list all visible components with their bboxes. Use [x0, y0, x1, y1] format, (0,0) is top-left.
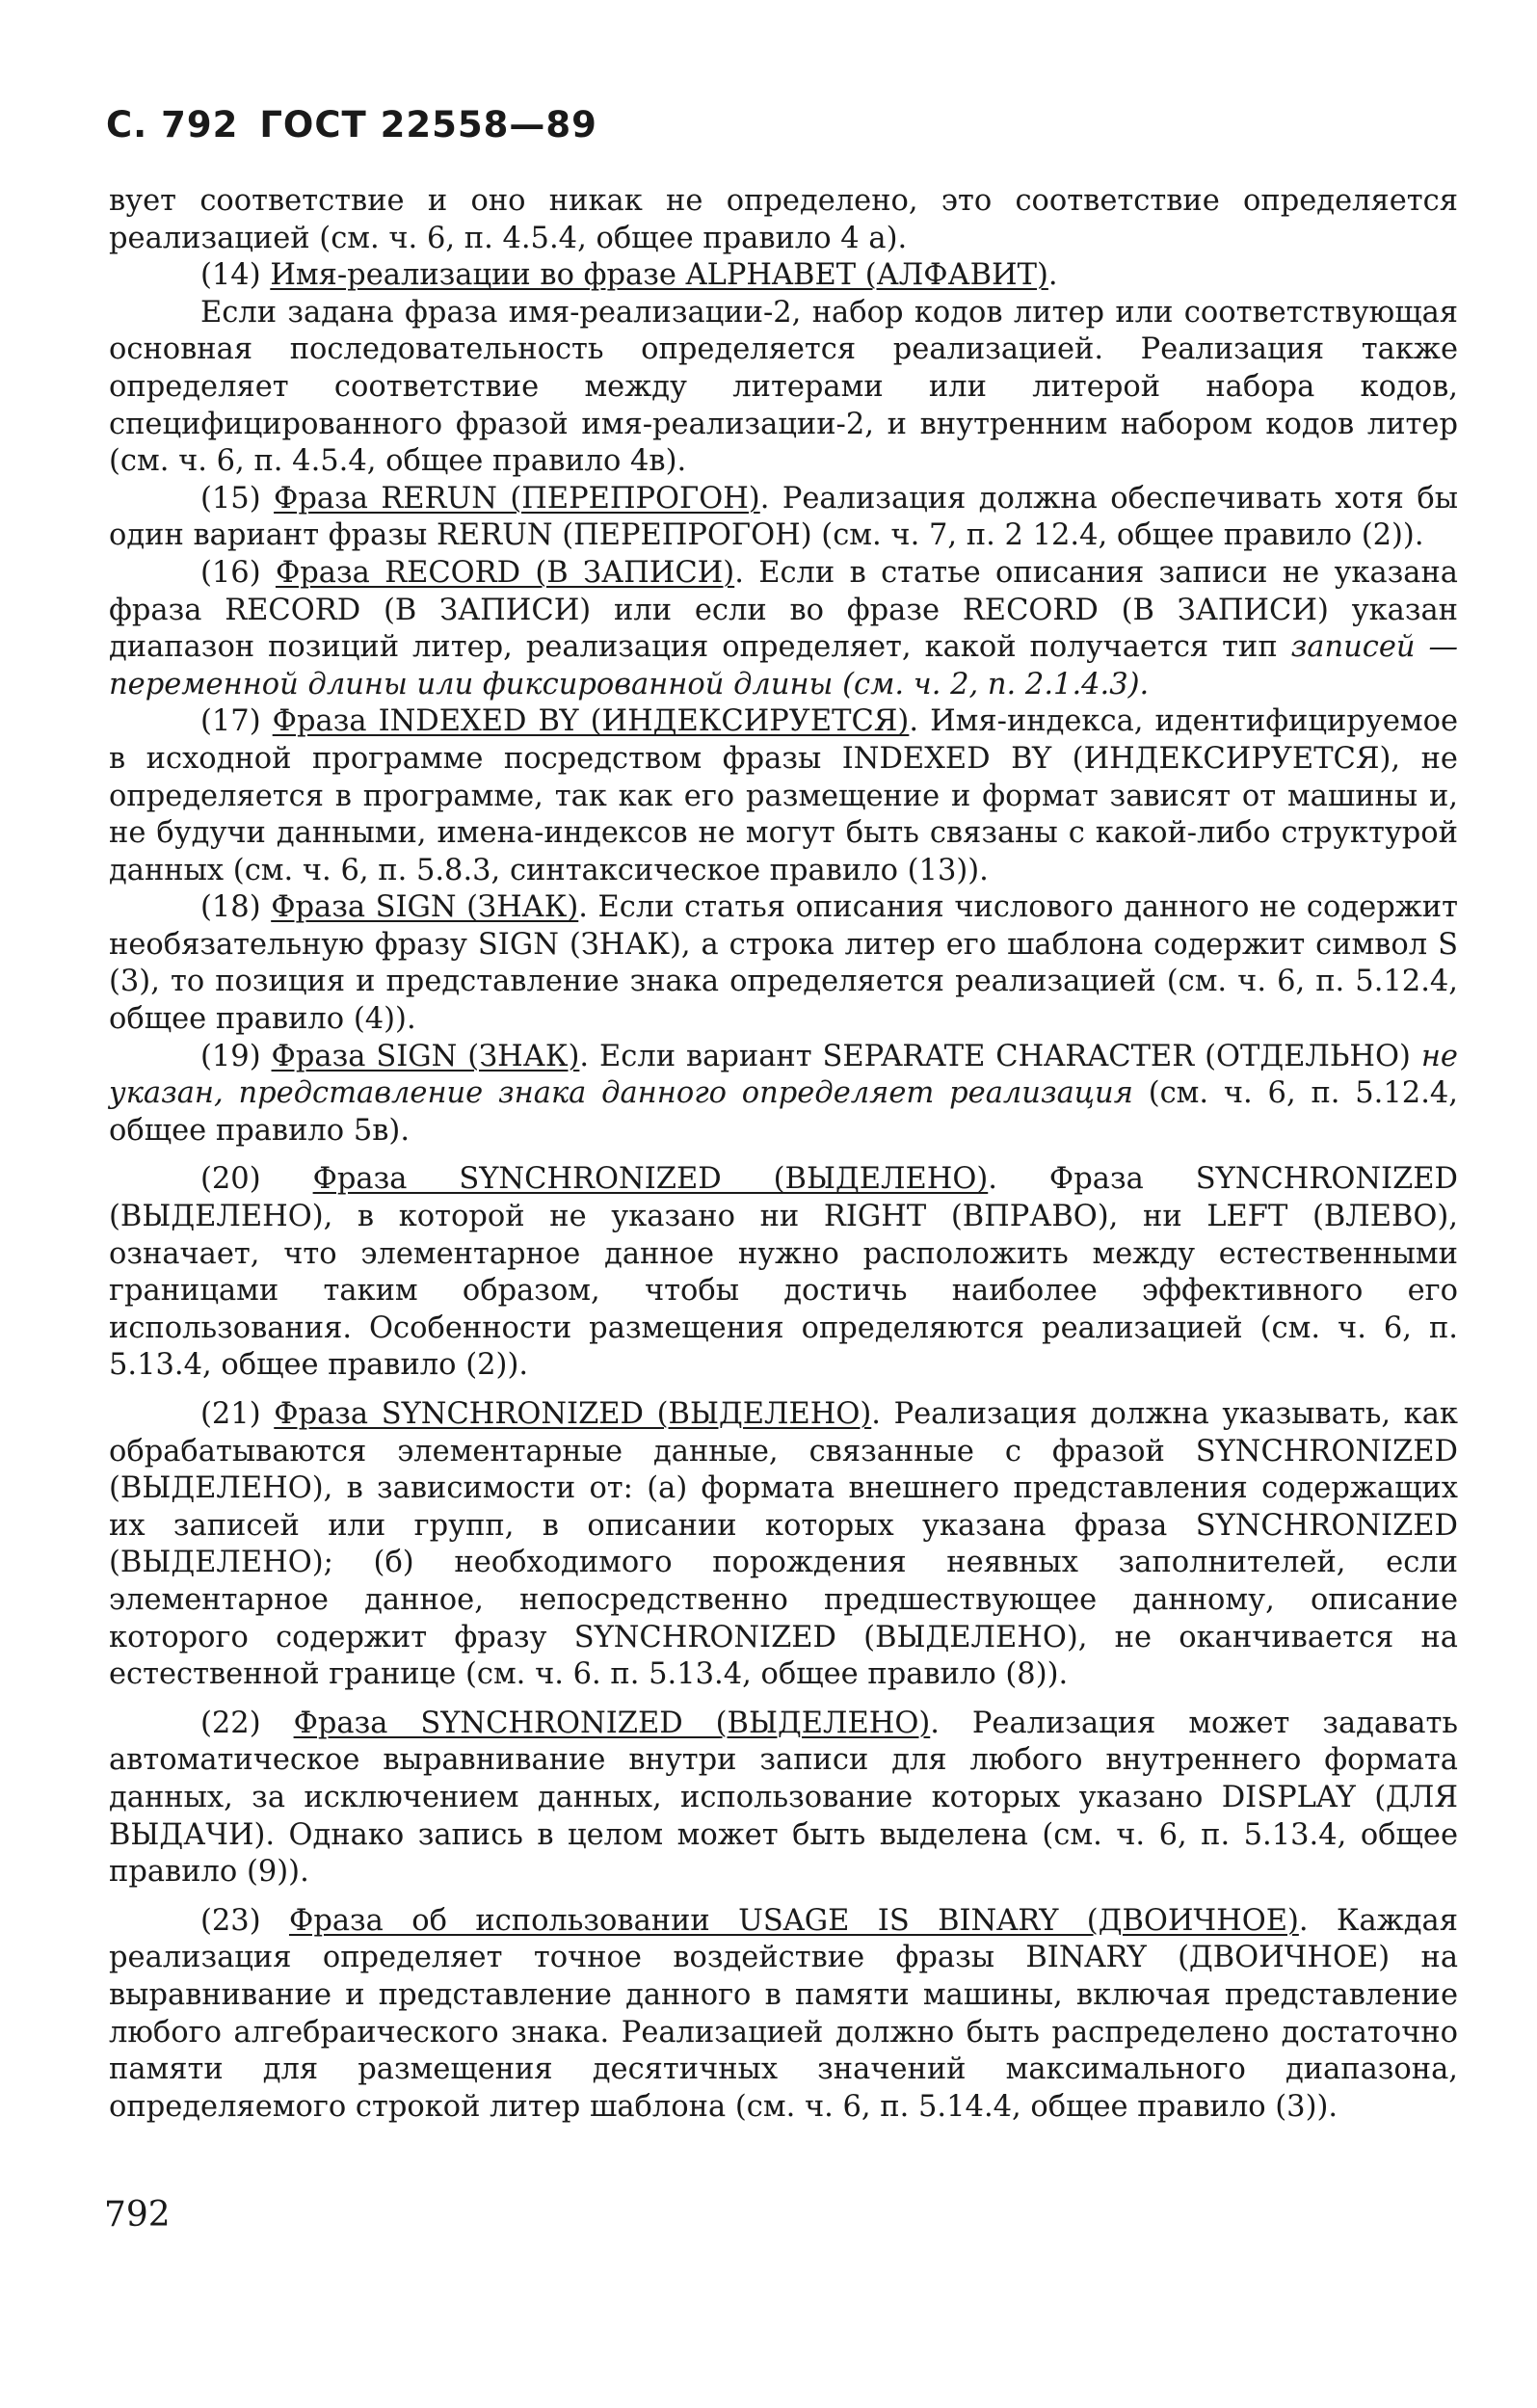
- paragraph-17: [109, 703, 1458, 889]
- item-text: .: [1047, 258, 1058, 293]
- item-number: (14): [200, 258, 261, 293]
- item-number: (16): [200, 555, 261, 590]
- running-header: [106, 104, 597, 146]
- item-title: Имя-реализации во фразе ALPHABET (АЛФАВИТ): [270, 258, 1048, 293]
- paragraph-23: [109, 1903, 1458, 2127]
- paragraph-14: [109, 257, 1458, 295]
- paragraph-19: [109, 1039, 1458, 1151]
- item-number: (15): [200, 481, 261, 516]
- item-title: Фраза SYNCHRONIZED (ВЫДЕЛЕНО): [293, 1706, 931, 1740]
- item-text-tail: (см. ч. 6, п. 5.12.4, общее правило 5в).: [109, 1076, 1458, 1148]
- paragraph-14-body: Если задана фраза имя-реализации-2, набор кодов литер или соответствующая основная последовательность определяется реализацией. Реализация также определяет соответствие между литерами или литерой набора кодов, специфицированного фразой имя-реализации-2, и внутренним набором кодов литер (см. ч. 6, п. 4.5.4, общее правило 4в).: [109, 295, 1458, 479]
- item-number: (23): [200, 1903, 261, 1938]
- page-number: 792: [104, 2195, 171, 2235]
- item-text-italic: записей — переменной длины или фиксированной длины (см. ч. 2, п. 2.1.4.3).: [109, 630, 1458, 701]
- paragraph-21: [109, 1396, 1458, 1694]
- item-text: . Реализация должна обеспечивать хотя бы один вариант фразы RERUN (ПЕРЕПРОГОН) (см. ч. 7, п. 2 12.4, общее правило (2)).: [109, 481, 1458, 553]
- item-text: . Если статья описания числового данного не содержит необязательную фразу SIGN (ЗНАК), а строка литер его шаблона содержит символ S (3), то позиция и представление знака определяется реализацией (см. ч. 6, п. 5.12.4, общее правило (4)).: [109, 890, 1458, 1037]
- page-label: С. 792: [106, 104, 239, 146]
- item-text: . Имя-индекса, идентифицируемое в исходной программе посредством фразы INDEXED BY (ИНДЕКСИРУЕТСЯ), не определяется в программе, так как его размещение и формат зависят от машины и, не будучи данными, имена-индексов не могут быть связаны с какой-либо структурой данных (см. ч. 6, п. 5.8.3, синтаксическое правило (13)).: [109, 704, 1459, 887]
- item-title: Фраза SYNCHRONIZED (ВЫДЕЛЕНО): [312, 1162, 989, 1197]
- paragraph-18: [109, 889, 1458, 1038]
- paragraph-20: [109, 1161, 1458, 1385]
- item-text: . Если в статье описания записи не указана фраза RECORD (В ЗАПИСИ) или если во фразе RECORD (В ЗАПИСИ) указан диапазон позиций литер, реализация определяет, какой получается тип: [109, 555, 1458, 665]
- item-number: (17): [200, 704, 261, 739]
- paragraph-16: [109, 555, 1458, 703]
- item-text: . Фраза SYNCHRONIZED (ВЫДЕЛЕНО), в которой не указано ни RIGHT (ВПРАВО), ни LEFT (ВЛЕВО), означает, что элементарное данное нужно расположить между естественными границами таким образом, чтобы достичь наиболее эффективного его использования. Особенности размещения определяются реализацией (см. ч. 6, п. 5.13.4, общее правило (2)).: [109, 1162, 1458, 1383]
- item-text: . Если вариант SEPARATE CHARACTER (ОТДЕЛЬНО): [579, 1039, 1411, 1073]
- item-text: . Реализация может задавать автоматическое выравнивание внутри записи для любого внутреннего формата данных, за исключением данных, использование которых указано DISPLAY (ДЛЯ ВЫДАЧИ). Однако запись в целом может быть выделена (см. ч. 6, п. 5.13.4, общее правило (9)).: [109, 1706, 1458, 1890]
- item-title: Фраза INDEXED BY (ИНДЕКСИРУЕТСЯ): [272, 704, 910, 739]
- item-text: . Реализация должна указывать, как обрабатываются элементарные данные, связанные с фразой SYNCHRONIZED (ВЫДЕЛЕНО), в зависимости от: (а) формата внешнего представления содержащих их записей или групп, в описании которых указана фраза SYNCHRONIZED (ВЫДЕЛЕНО); (б) необходимого порождения неявных заполнителей, если элементарное данное, непосредственно предшествующее данному, описание которого содержит фразу SYNCHRONIZED (ВЫДЕЛЕНО), не оканчивается на естественной границе (см. ч. 6. п. 5.13.4, общее правило (8)).: [109, 1397, 1458, 1692]
- item-title: Фраза RERUN (ПЕРЕПРОГОН): [274, 481, 760, 516]
- item-title: Фраза RECORD (В ЗАПИСИ): [275, 555, 735, 590]
- item-text-italic: не указан, представление знака данного определяет реализация: [109, 1039, 1458, 1111]
- item-title: Фраза SIGN (ЗНАК): [271, 890, 579, 925]
- standard-code: ГОСТ 22558—89: [259, 104, 597, 146]
- item-title: Фраза об использовании USAGE IS BINARY (ДВОИЧНОЕ): [289, 1903, 1299, 1938]
- item-number: (19): [200, 1039, 261, 1073]
- paragraph-22: [109, 1706, 1458, 1892]
- item-number: (22): [200, 1706, 261, 1740]
- item-title: Фраза SYNCHRONIZED (ВЫДЕЛЕНО): [274, 1397, 872, 1431]
- item-text: . Каждая реализация определяет точное воздействие фразы BINARY (ДВОИЧНОЕ) на выравнивание и представление данного в памяти машины, включая представление любого алгебраического знака. Реализацией должно быть распределено достаточно памяти для размещения десятичных значений максимального диапазона, определяемого строкой литер шаблона (см. ч. 6, п. 5.14.4, общее правило (3)).: [109, 1903, 1458, 2124]
- item-number: (18): [200, 890, 261, 925]
- paragraph-continuation: вует соответствие и оно никак не определено, это соответствие определяется реализацией (см. ч. 6, п. 4.5.4, общее правило 4 а).: [109, 184, 1458, 255]
- item-number: (20): [200, 1162, 261, 1197]
- paragraph-15: [109, 481, 1458, 555]
- item-number: (21): [200, 1397, 261, 1431]
- body-text: [109, 183, 1458, 2126]
- item-title: Фраза SIGN (ЗНАК): [271, 1039, 580, 1073]
